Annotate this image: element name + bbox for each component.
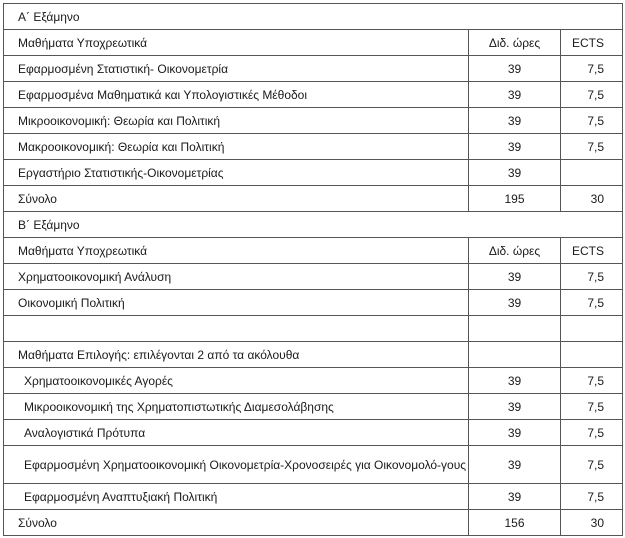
ects-credits: 7,5 bbox=[561, 82, 623, 108]
ects-credits: 7,5 bbox=[561, 56, 623, 82]
table-row bbox=[4, 368, 623, 394]
table-row bbox=[4, 342, 623, 368]
teaching-hours: Διδ. ώρες bbox=[469, 238, 561, 264]
ects-credits: 7,5 bbox=[561, 290, 623, 316]
semester-title-row bbox=[4, 4, 623, 30]
teaching-hours: 39 bbox=[469, 160, 561, 186]
course-name: Χρηματοοικονομικές Αγορές bbox=[4, 368, 469, 394]
ects-credits: ECTS bbox=[561, 30, 623, 56]
table-row bbox=[4, 264, 623, 290]
course-name: Αναλογιστικά Πρότυπα bbox=[4, 420, 469, 446]
total-row bbox=[4, 186, 623, 212]
table-row bbox=[4, 290, 623, 316]
teaching-hours bbox=[469, 316, 561, 342]
ects-credits bbox=[561, 342, 623, 368]
course-name: Μαθήματα Επιλογής: επιλέγονται 2 από τα ακόλουθα bbox=[4, 342, 469, 368]
curriculum-table bbox=[3, 3, 623, 536]
course-name: Εργαστήριο Στατιστικής-Οικονομετρίας bbox=[4, 160, 469, 186]
ects-credits: 7,5 bbox=[561, 484, 623, 510]
table-row bbox=[4, 394, 623, 420]
table-row bbox=[4, 82, 623, 108]
ects-credits bbox=[561, 160, 623, 186]
semester-title-row bbox=[4, 212, 623, 238]
teaching-hours: 39 bbox=[469, 484, 561, 510]
teaching-hours: Διδ. ώρες bbox=[469, 30, 561, 56]
teaching-hours: 39 bbox=[469, 82, 561, 108]
teaching-hours: 39 bbox=[469, 56, 561, 82]
course-name: Εφαρμοσμένη Αναπτυξιακή Πολιτική bbox=[4, 484, 469, 510]
course-name: Σύνολο bbox=[4, 186, 469, 212]
teaching-hours: 39 bbox=[469, 108, 561, 134]
teaching-hours: 39 bbox=[469, 420, 561, 446]
course-name: Σύνολο bbox=[4, 510, 469, 536]
course-name: Χρηματοοικονομική Ανάλυση bbox=[4, 264, 469, 290]
course-name: Μακροοικονομική: Θεωρία και Πολιτική bbox=[4, 134, 469, 160]
table-row bbox=[4, 56, 623, 82]
teaching-hours bbox=[469, 342, 561, 368]
course-name: Μικροοικονομική: Θεωρία και Πολιτική bbox=[4, 108, 469, 134]
table-row bbox=[4, 316, 623, 342]
course-name: Εφαρμοσμένη Στατιστική- Οικονομετρία bbox=[4, 56, 469, 82]
teaching-hours: 39 bbox=[469, 394, 561, 420]
teaching-hours: 39 bbox=[469, 264, 561, 290]
ects-credits: ECTS bbox=[561, 238, 623, 264]
teaching-hours: 39 bbox=[469, 446, 561, 484]
ects-credits: 30 bbox=[561, 186, 623, 212]
course-name: Εφαρμοσμένα Μαθηματικά και Υπολογιστικές Μέθοδοι bbox=[4, 82, 469, 108]
course-name: Οικονομική Πολιτική bbox=[4, 290, 469, 316]
table-row bbox=[4, 484, 623, 510]
semester-title: Α΄ Εξάμηνο bbox=[4, 4, 623, 30]
table-row bbox=[4, 446, 623, 484]
table-row bbox=[4, 134, 623, 160]
table-row bbox=[4, 420, 623, 446]
table-header-row bbox=[4, 30, 623, 56]
course-name: Μαθήματα Υποχρεωτικά bbox=[4, 238, 469, 264]
total-row bbox=[4, 510, 623, 536]
ects-credits: 7,5 bbox=[561, 368, 623, 394]
table-header-row bbox=[4, 238, 623, 264]
teaching-hours: 195 bbox=[469, 186, 561, 212]
teaching-hours: 39 bbox=[469, 134, 561, 160]
course-name: Μαθήματα Υποχρεωτικά bbox=[4, 30, 469, 56]
ects-credits: 7,5 bbox=[561, 134, 623, 160]
semester-title: Β΄ Εξάμηνο bbox=[4, 212, 623, 238]
ects-credits: 7,5 bbox=[561, 446, 623, 484]
table-row bbox=[4, 160, 623, 186]
table-row bbox=[4, 108, 623, 134]
teaching-hours: 39 bbox=[469, 290, 561, 316]
teaching-hours: 156 bbox=[469, 510, 561, 536]
teaching-hours: 39 bbox=[469, 368, 561, 394]
ects-credits: 30 bbox=[561, 510, 623, 536]
ects-credits: 7,5 bbox=[561, 264, 623, 290]
course-name: Εφαρμοσμένη Χρηματοοικονομική Οικονομετρία-Χρονοσειρές για Οικονομολό-γους bbox=[4, 446, 469, 484]
ects-credits: 7,5 bbox=[561, 108, 623, 134]
course-name bbox=[4, 316, 469, 342]
ects-credits: 7,5 bbox=[561, 394, 623, 420]
ects-credits bbox=[561, 316, 623, 342]
course-name: Μικροοικονομική της Χρηματοπιστωτικής Διαμεσολάβησης bbox=[4, 394, 469, 420]
ects-credits: 7,5 bbox=[561, 420, 623, 446]
